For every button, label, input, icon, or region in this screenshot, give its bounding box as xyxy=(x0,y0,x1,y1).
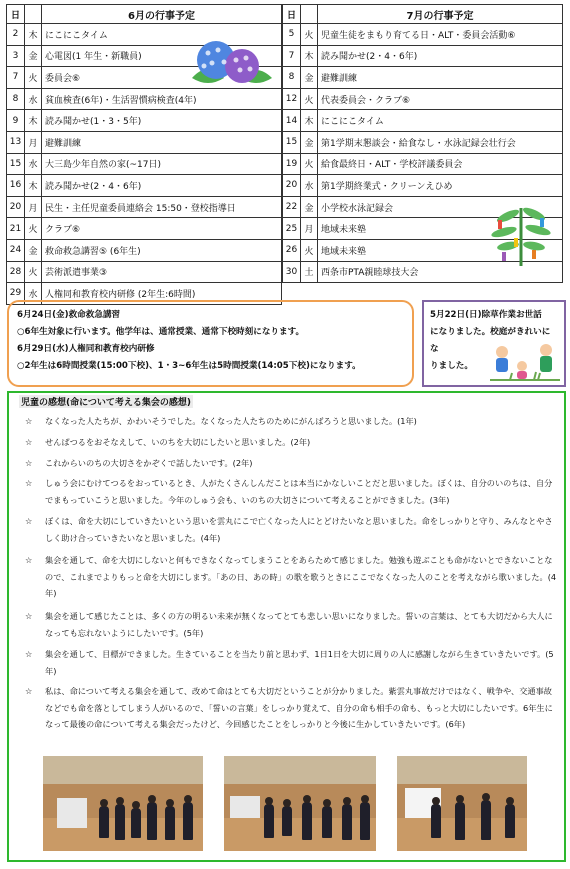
june-event-row xyxy=(7,153,282,175)
event-weekday: 金 xyxy=(301,196,318,218)
weeding-text-line3: りました。 xyxy=(430,361,473,371)
event-name: 大三島少年自然の家(~17日) xyxy=(42,153,282,175)
event-name: 人権同和教育校内研修 (2年生:6時間) xyxy=(42,283,282,305)
event-day: 26 xyxy=(283,239,301,261)
student-reflections-box xyxy=(7,391,566,862)
star-icon: ☆ xyxy=(25,437,33,447)
event-weekday: 火 xyxy=(25,261,42,283)
event-name: 地域未来塾 xyxy=(318,239,563,261)
weeding-illustration xyxy=(488,342,562,382)
june-event-row xyxy=(7,131,282,153)
notice-text-lifesaving: ○6年生対象に行います。他学年は、通常授業、通常下校時刻になります。 xyxy=(17,327,305,337)
event-name: にこにこタイム xyxy=(318,110,563,132)
reflection-text: 私は、命について考える集会を通して、改めて命はとても大切だということが分かりました。紫雲丸事故だけではなく、戦争や、交通事故などでも命を落としてしまう人がいるので、「誓いの言葉」をしっかり覚えて、自分の命も相手の命も、もっと大切にしたいです。6年生になって最後の命について考える集会だったけど、今回感じたことをしっかりと今後に生かしていきたいです。(6年) xyxy=(45,686,553,729)
event-weekday: 火 xyxy=(25,218,42,240)
event-day: 5 xyxy=(283,24,301,46)
reflection-text: しゅう会にむけてつるをおっているとき、人がたくさんしんだことは本当にかなしいことだと思いました。ぼくは、自分のいのちは、自分でまもっていこうと思いました。今年のしゅう会も、いのちの大切さについて考えることができました。(3年) xyxy=(45,478,553,505)
june-event-row xyxy=(7,218,282,240)
star-icon: ☆ xyxy=(25,458,33,468)
july-event-row xyxy=(283,45,563,67)
event-name: 西条市PTA親睦球技大会 xyxy=(318,261,563,283)
event-weekday: 金 xyxy=(301,131,318,153)
event-weekday: 金 xyxy=(25,239,42,261)
reflection-item xyxy=(25,413,559,430)
july-event-row xyxy=(283,88,563,110)
event-weekday: 火 xyxy=(301,239,318,261)
event-day: 3 xyxy=(7,45,25,67)
weeding-text-line1: 5月22日(日)除草作業お世話 xyxy=(430,310,542,320)
reflection-item xyxy=(25,513,559,546)
event-day: 30 xyxy=(283,261,301,283)
event-day: 15 xyxy=(7,153,25,175)
event-day: 9 xyxy=(7,110,25,132)
reflection-item xyxy=(25,475,559,508)
hydrangea-illustration xyxy=(190,38,274,90)
event-weekday: 火 xyxy=(301,153,318,175)
star-icon: ☆ xyxy=(25,649,33,659)
event-name: 委員会⑥ xyxy=(42,67,282,89)
event-day: 24 xyxy=(7,239,25,261)
june-event-row xyxy=(7,110,282,132)
event-weekday: 金 xyxy=(301,67,318,89)
event-day: 8 xyxy=(283,67,301,89)
star-icon: ☆ xyxy=(25,555,33,565)
reflection-text: せんぱつるをおそなえして、いのちを大切にしたいと思いました。(2年) xyxy=(45,437,311,447)
july-event-row xyxy=(283,153,563,175)
june-event-row xyxy=(7,175,282,197)
tanabata-bamboo-illustration xyxy=(488,200,554,268)
event-name: 地域未来塾 xyxy=(318,218,563,240)
reflection-item xyxy=(25,608,559,641)
event-day: 16 xyxy=(7,175,25,197)
event-notice-box xyxy=(7,300,414,387)
event-weekday: 月 xyxy=(301,218,318,240)
star-icon: ☆ xyxy=(25,611,33,621)
july-header-row xyxy=(283,5,563,24)
june-event-row xyxy=(7,239,282,261)
reflection-item xyxy=(25,683,559,733)
event-name: 児童生徒をまもり育てる日・ALT・委員会活動⑥ xyxy=(318,24,563,46)
notice-text-training: ○2年生は6時間授業(15:00下校)、1・3~6年生は5時間授業(14:05下校)になります。 xyxy=(17,361,361,371)
event-weekday: 金 xyxy=(25,45,42,67)
reflection-text: 集会を通して、命を大切にしないと何もできなくなってしまうことをあらためて感じました。勉強も遊ぶことも命がないとできないことなので、これまでよりもっと命を大切にします。「あの日、あの時」の歌を歌うときにここでなくなった人のことを考えながら歌いました。(4年) xyxy=(45,555,557,598)
weeding-thanks-box xyxy=(422,300,566,387)
june-title: 6月の行事予定 xyxy=(42,5,282,24)
event-day: 20 xyxy=(7,196,25,218)
event-name: クラブ⑥ xyxy=(42,218,282,240)
event-weekday: 木 xyxy=(301,45,318,67)
event-day: 28 xyxy=(7,261,25,283)
event-name: 民生・主任児童委員連絡会 15:50・登校指導日 xyxy=(42,196,282,218)
reflection-text: なくなった人たちが、かわいそうでした。なくなった人たちのためにがんばろうと思いました。(1年) xyxy=(45,416,417,426)
event-weekday: 木 xyxy=(25,110,42,132)
event-weekday: 土 xyxy=(301,261,318,283)
event-name: 第1学期終業式・クリーンえひめ xyxy=(318,175,563,197)
july-event-row xyxy=(283,110,563,132)
event-name: 救命救急講習⑤ (6年生) xyxy=(42,239,282,261)
event-weekday: 木 xyxy=(25,24,42,46)
event-day: 14 xyxy=(283,110,301,132)
assembly-photo-3 xyxy=(397,756,527,851)
june-event-row xyxy=(7,88,282,110)
event-weekday: 月 xyxy=(25,131,42,153)
july-title: 7月の行事予定 xyxy=(318,5,563,24)
event-day: 29 xyxy=(7,283,25,305)
event-name: 避難訓練 xyxy=(42,131,282,153)
event-day: 22 xyxy=(283,196,301,218)
event-name: 第1学期末懇談会・給食なし・水泳記録会壮行会 xyxy=(318,131,563,153)
july-event-row xyxy=(283,175,563,197)
event-day: 2 xyxy=(7,24,25,46)
event-name: 読み聞かせ(1・3・5年) xyxy=(42,110,282,132)
event-weekday: 水 xyxy=(301,175,318,197)
assembly-photo-2 xyxy=(224,756,376,851)
event-weekday: 火 xyxy=(301,88,318,110)
event-day: 7 xyxy=(7,67,25,89)
event-name: にこにこタイム xyxy=(42,24,282,46)
notice-heading-lifesaving: 6月24日(金)救命救急講習 xyxy=(17,310,121,320)
event-day: 25 xyxy=(283,218,301,240)
assembly-photo-1 xyxy=(43,756,203,851)
star-icon: ☆ xyxy=(25,516,33,526)
event-day: 21 xyxy=(7,218,25,240)
june-event-row xyxy=(7,196,282,218)
reflections-title: 児童の感想(命について考える集会の感想) xyxy=(19,395,193,408)
event-weekday: 水 xyxy=(25,88,42,110)
event-name: 読み聞かせ(2・4・6年) xyxy=(318,45,563,67)
star-icon: ☆ xyxy=(25,478,33,488)
star-icon: ☆ xyxy=(25,686,33,696)
june-header-row xyxy=(7,5,282,24)
reflection-text: ぼくは、命を大切にしていきたいという思いを雲丸にこで亡くなった人にとどけたいなと思いました。命をしっかりと守り、みんなとやさしく助け合っていきたいなと思いました。(4年) xyxy=(45,516,553,543)
reflection-text: 集会を通して、目標ができました。生きていることを当たり前と思わず、1日1日を大切に周りの人に感謝しながら生きていきたいです。(5年) xyxy=(45,649,554,676)
july-event-row xyxy=(283,131,563,153)
event-weekday: 水 xyxy=(25,283,42,305)
event-weekday: 木 xyxy=(25,175,42,197)
event-name: 小学校水泳記録会 xyxy=(318,196,563,218)
event-name: 芸術派遣事業③ xyxy=(42,261,282,283)
event-day: 13 xyxy=(7,131,25,153)
event-weekday: 月 xyxy=(25,196,42,218)
reflection-item xyxy=(25,434,559,451)
reflection-item xyxy=(25,455,559,472)
event-weekday: 水 xyxy=(25,153,42,175)
july-day-header: 日 xyxy=(283,5,301,24)
reflection-item xyxy=(25,646,559,679)
event-day: 19 xyxy=(283,153,301,175)
july-event-row xyxy=(283,24,563,46)
weeding-text-line2: になりました。校庭がきれいにな xyxy=(430,327,551,354)
event-day: 20 xyxy=(283,175,301,197)
event-name: 心電図(1 年生・新職員) xyxy=(42,45,282,67)
reflection-text: 集会を通して感じたことは、多くの方の明るい未来が無くなってとても悲しい思いになりました。誓いの言葉は、とても大切だから大人になっても忘れないようにしたいです。(5年) xyxy=(45,611,553,638)
event-name: 避難訓練 xyxy=(318,67,563,89)
event-day: 8 xyxy=(7,88,25,110)
event-day: 7 xyxy=(283,45,301,67)
star-icon: ☆ xyxy=(25,416,33,426)
notice-heading-training: 6月29日(水)人権同和教育校内研修 xyxy=(17,344,155,354)
july-event-row xyxy=(283,67,563,89)
event-name: 読み聞かせ(2・4・6年) xyxy=(42,175,282,197)
event-weekday: 火 xyxy=(25,67,42,89)
event-day: 15 xyxy=(283,131,301,153)
event-name: 貧血検査(6年)・生活習慣病検査(4年) xyxy=(42,88,282,110)
event-weekday: 火 xyxy=(301,24,318,46)
june-event-row xyxy=(7,261,282,283)
event-name: 給食最終日・ALT・学校評議委員会 xyxy=(318,153,563,175)
june-day-header: 日 xyxy=(7,5,25,24)
event-name: 代表委員会・クラブ⑥ xyxy=(318,88,563,110)
event-weekday: 木 xyxy=(301,110,318,132)
reflection-text: これからいのちの大切さをかぞくで話したいです。(2年) xyxy=(45,458,253,468)
reflection-item xyxy=(25,552,559,602)
event-day: 12 xyxy=(283,88,301,110)
